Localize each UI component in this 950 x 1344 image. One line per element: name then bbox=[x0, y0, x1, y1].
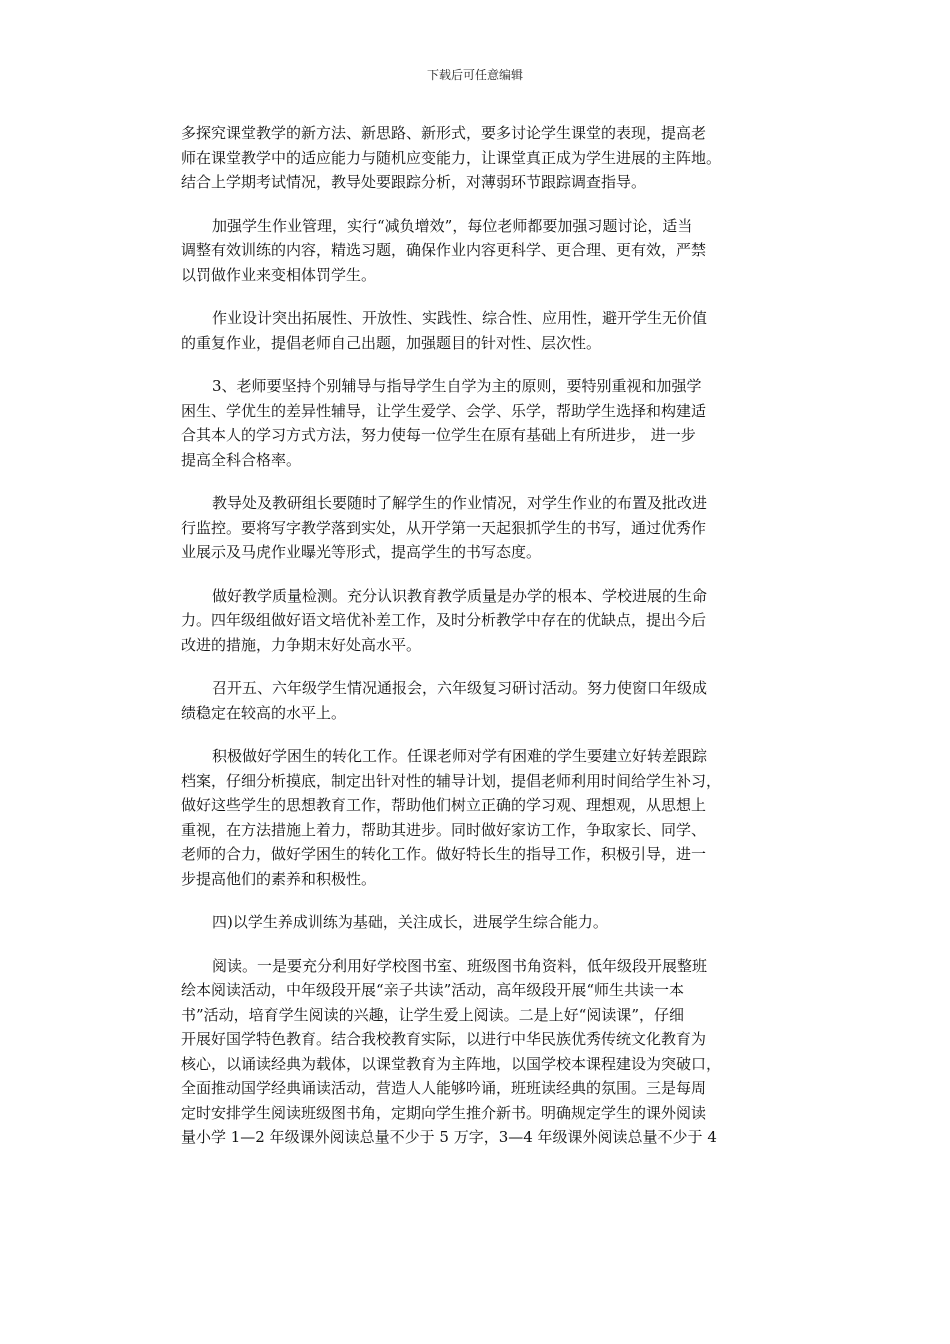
text-line: 定时安排学生阅读班级图书角，定期向学生推介新书。明确规定学生的课外阅读 bbox=[181, 1103, 707, 1122]
page-header: 下载后可任意编辑 bbox=[426, 68, 523, 82]
text-line: 改进的措施，力争期末好处高水平。 bbox=[181, 635, 422, 654]
text-line: 绩稳定在较高的水平上。 bbox=[181, 703, 347, 722]
text-line: 调整有效训练的内容，精选习题，确保作业内容更科学、更合理、更有效，严禁 bbox=[181, 241, 707, 259]
text-line: 3、老师要坚持个别辅导与指导学生自学为主的原则，要特别重视和加强学 bbox=[212, 377, 702, 395]
text-line: 行监控。要将写字教学落到实处，从开学第一天起狠抓学生的书写，通过优秀作 bbox=[181, 518, 707, 537]
paragraph bbox=[181, 306, 785, 355]
text-line: 业展示及马虎作业曝光等形式，提高学生的书写态度。 bbox=[181, 543, 542, 561]
text-line: 阅读。一是要充分利用好学校图书室、班级图书角资料，低年级段开展整班 bbox=[212, 956, 708, 975]
paragraph bbox=[181, 491, 785, 565]
text-line: 作业设计突出拓展性、开放性、实践性、综合性、应用性，避开学生无价值 bbox=[212, 309, 708, 327]
text-line: 加强学生作业管理，实行“减负增效”，每位老师都要加强习题讨论，适当 bbox=[212, 216, 693, 235]
text-line: 积极做好学困生的转化工作。任课老师对学有困难的学生要建立好转差跟踪 bbox=[212, 747, 708, 765]
text-line: 四)以学生养成训练为基础，关注成长，进展学生综合能力。 bbox=[212, 913, 608, 931]
paragraph bbox=[181, 744, 785, 891]
text-line: 核心，以诵读经典为载体，以课堂教育为主阵地，以国学校本课程建设为突破口， bbox=[181, 1054, 722, 1073]
paragraph bbox=[181, 910, 785, 935]
paragraph bbox=[181, 214, 785, 288]
paragraph bbox=[181, 121, 785, 195]
text-line: 档案，仔细分析摸底，制定出针对性的辅导计划，提倡老师利用时间给学生补习， bbox=[181, 771, 722, 790]
text-line: 教导处及教研组长要随时了解学生的作业情况，对学生作业的布置及批改进 bbox=[212, 494, 708, 512]
text-line: 合其本人的学习方式方法，努力使每一位学生在原有基础上有所进步， 进一步 bbox=[181, 426, 696, 444]
paragraph bbox=[181, 584, 785, 658]
paragraph bbox=[181, 374, 785, 472]
text-line: 开展好国学特色教育。结合我校教育实际，以进行中华民族优秀传统文化教育为 bbox=[181, 1030, 707, 1048]
text-line: 多探究课堂教学的新方法、新思路、新形式，要多讨论学生课堂的表现，提高老 bbox=[181, 124, 707, 142]
text-line: 绘本阅读活动，中年级段开展“亲子共读”活动，高年级段开展“师生共读一本 bbox=[181, 981, 685, 999]
text-line: 提高全科合格率。 bbox=[181, 450, 302, 469]
paragraph bbox=[181, 954, 785, 1150]
text-line: 步提高他们的素养和积极性。 bbox=[181, 869, 377, 888]
text-line: 全面推动国学经典诵读活动，营造人人能够吟诵，班班读经典的氛围。三是每周 bbox=[181, 1079, 707, 1097]
text-line: 结合上学期考试情况，教导处要跟踪分析，对薄弱环节跟踪调查指导。 bbox=[181, 173, 647, 191]
text-line: 书”活动，培育学生阅读的兴趣，让学生爱上阅读。二是上好“阅读课”，仔细 bbox=[181, 1005, 685, 1024]
text-line: 老师的合力，做好学困生的转化工作。做好特长生的指导工作，积极引导，进一 bbox=[181, 845, 707, 863]
paragraph bbox=[181, 676, 785, 725]
text-line: 的重复作业，提倡老师自己出题，加强题目的针对性、层次性。 bbox=[181, 333, 602, 352]
text-line: 力。四年级组做好语文培优补差工作，及时分析教学中存在的优缺点，提出今后 bbox=[181, 611, 707, 629]
text-line: 做好教学质量检测。充分认识教育教学质量是办学的根本、学校进展的生命 bbox=[212, 586, 708, 605]
text-line: 重视，在方法措施上着力，帮助其进步。同时做好家访工作，争取家长、同学、 bbox=[181, 820, 707, 839]
text-line: 做好这些学生的思想教育工作，帮助他们树立正确的学习观、理想观，从思想上 bbox=[181, 796, 707, 814]
text-line: 困生、学优生的差异性辅导，让学生爱学、会学、乐学，帮助学生选择和构建适 bbox=[181, 401, 707, 420]
text-line: 量小学 1—2 年级课外阅读总量不少于 5 万字，3—4 年级课外阅读总量不少于 4 bbox=[181, 1128, 717, 1146]
text-line: 召开五、六年级学生情况通报会，六年级复习研讨活动。努力使窗口年级成 bbox=[212, 679, 708, 697]
text-line: 师在课堂教学中的适应能力与随机应变能力，让课堂真正成为学生进展的主阵地。 bbox=[181, 148, 722, 167]
document-body bbox=[181, 121, 785, 1169]
text-line: 以罚做作业来变相体罚学生。 bbox=[181, 265, 377, 284]
